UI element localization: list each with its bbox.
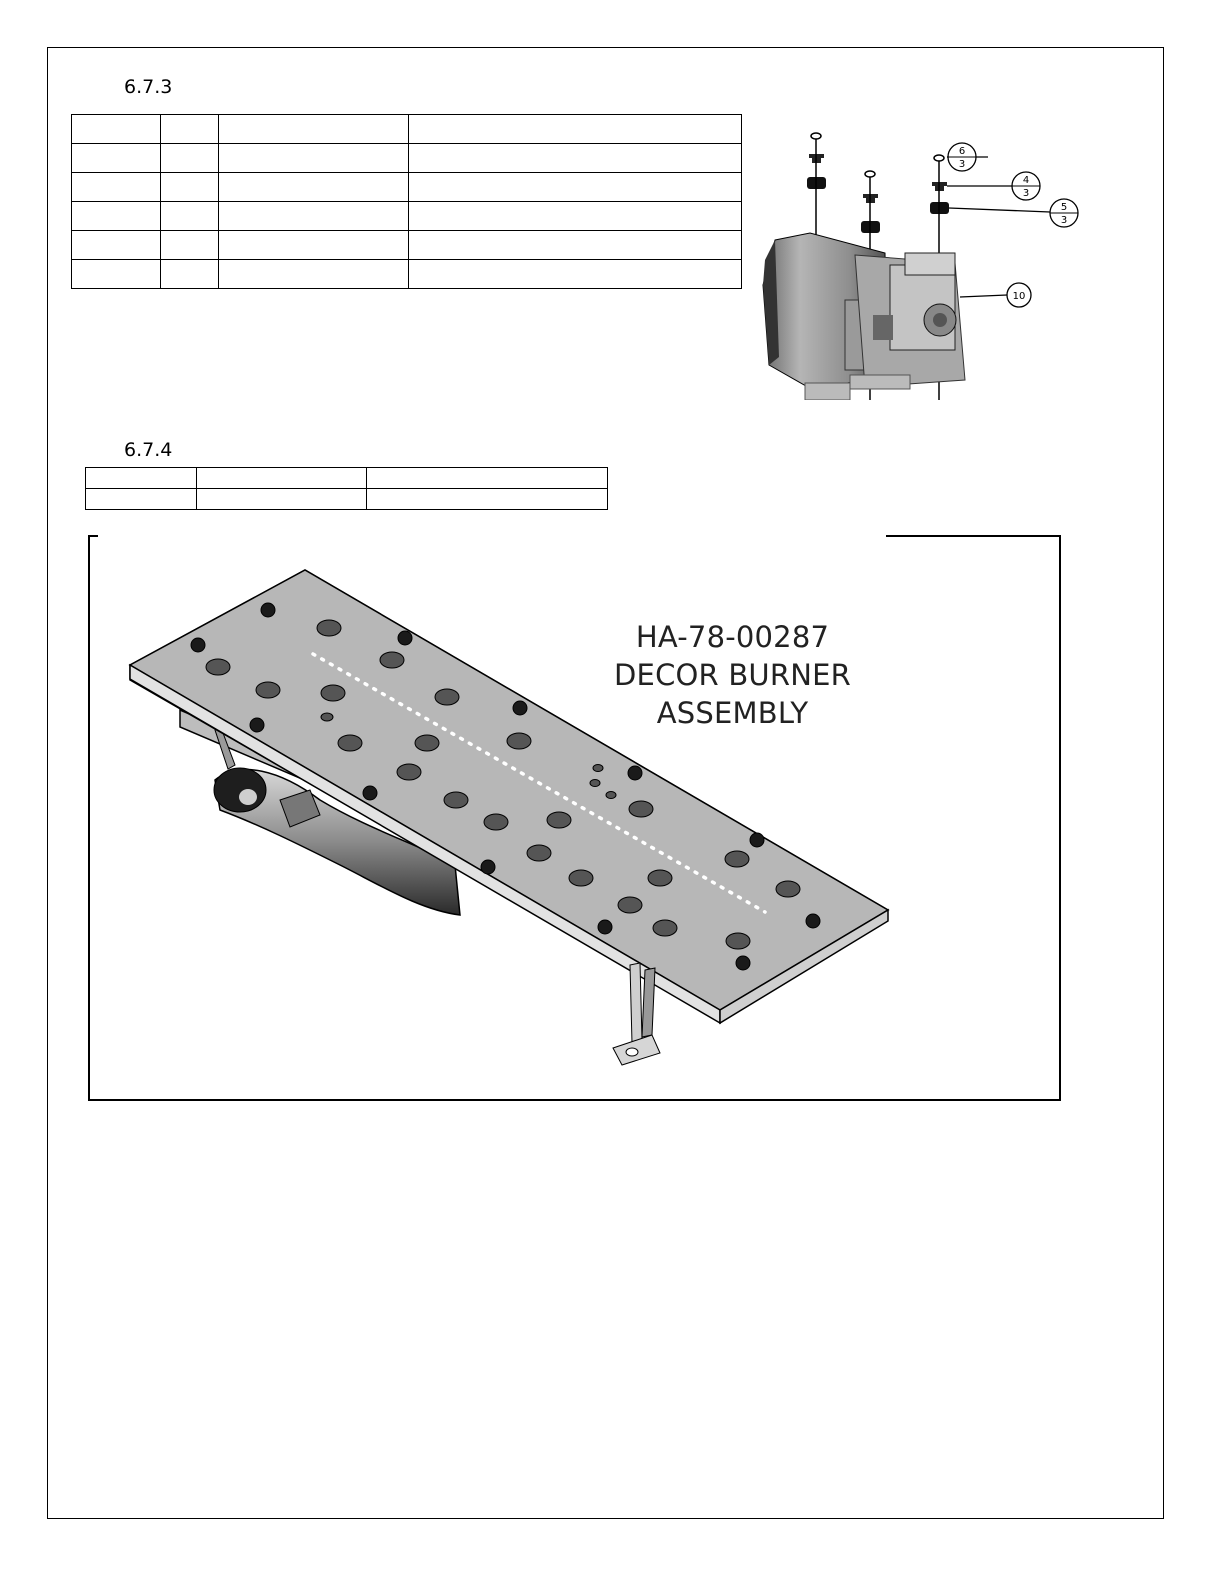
table-row (72, 202, 742, 231)
burner-caption (560, 618, 905, 732)
table-row (72, 260, 742, 289)
svg-text:3: 3 (958, 159, 966, 170)
table-row (72, 173, 742, 202)
section-number-6-7-3: 6.7.3 (124, 76, 173, 98)
table-row (72, 115, 742, 144)
callout-6-3 (948, 143, 976, 171)
parts-table-6-7-3 (71, 114, 742, 289)
parts-table-6-7-4 (85, 467, 608, 510)
section-number-6-7-4: 6.7.4 (124, 439, 173, 461)
blower-exploded-diagram (755, 125, 1090, 400)
table-row (72, 144, 742, 173)
svg-text:6: 6 (958, 146, 966, 157)
blower-housing (763, 233, 965, 400)
svg-text:10: 10 (1012, 291, 1026, 302)
caption-line: DECOR BURNER (614, 658, 851, 692)
callout-10 (1007, 283, 1031, 307)
table-row (86, 489, 608, 510)
caption-line: ASSEMBLY (656, 696, 809, 730)
svg-text:3: 3 (1060, 215, 1068, 226)
svg-text:5: 5 (1060, 202, 1068, 213)
table-row (86, 468, 608, 489)
support-leg (613, 963, 660, 1065)
svg-text:3: 3 (1022, 188, 1030, 199)
callout-5-3 (1050, 199, 1078, 227)
table-row (72, 231, 742, 260)
callout-4-3 (1012, 172, 1040, 200)
caption-line: HA-78-00287 (635, 620, 830, 654)
svg-text:4: 4 (1022, 175, 1030, 186)
